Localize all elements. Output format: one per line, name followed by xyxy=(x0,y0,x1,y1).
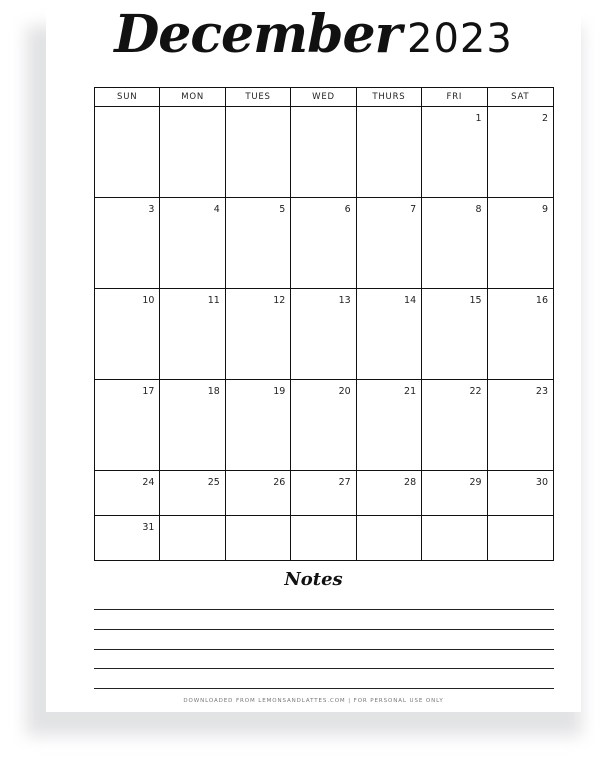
title-month: December xyxy=(114,4,401,65)
day-cell xyxy=(95,516,160,561)
day-cell xyxy=(95,107,160,198)
day-number: 17 xyxy=(142,386,155,397)
day-number: 26 xyxy=(273,477,286,488)
day-cell xyxy=(226,516,291,561)
day-cell xyxy=(160,198,225,289)
day-cell xyxy=(226,471,291,516)
day-number: 14 xyxy=(404,295,417,306)
day-number: 10 xyxy=(142,295,155,306)
day-cell xyxy=(291,516,356,561)
day-cell xyxy=(95,471,160,516)
note-line xyxy=(94,688,554,689)
day-cell xyxy=(160,516,225,561)
day-cell xyxy=(291,289,356,380)
day-number: 3 xyxy=(148,204,155,215)
day-cell xyxy=(488,107,553,198)
note-line xyxy=(94,609,554,610)
weekday-header: SAT xyxy=(488,88,553,107)
day-number: 15 xyxy=(469,295,482,306)
day-cell xyxy=(95,198,160,289)
day-number: 28 xyxy=(404,477,417,488)
footer-text: DOWNLOADED FROM LEMONSANDLATTES.COM | FOR PERSONAL USE ONLY xyxy=(183,698,444,704)
day-cell xyxy=(160,380,225,471)
day-number: 20 xyxy=(338,386,351,397)
day-cell xyxy=(357,289,422,380)
day-cell xyxy=(95,380,160,471)
day-number: 16 xyxy=(535,295,548,306)
day-cell xyxy=(357,516,422,561)
day-number: 30 xyxy=(535,477,548,488)
day-cell xyxy=(422,380,487,471)
day-number: 25 xyxy=(207,477,220,488)
day-cell xyxy=(488,471,553,516)
day-cell xyxy=(488,516,553,561)
day-cell xyxy=(226,107,291,198)
weekday-header: THURS xyxy=(357,88,422,107)
page-title xyxy=(46,4,581,65)
day-cell xyxy=(226,289,291,380)
day-number: 21 xyxy=(404,386,417,397)
weekday-header: SUN xyxy=(95,88,160,107)
day-cell xyxy=(422,516,487,561)
day-number: 13 xyxy=(338,295,351,306)
day-cell xyxy=(422,289,487,380)
day-number: 8 xyxy=(475,204,482,215)
day-cell xyxy=(226,198,291,289)
weekday-header: TUES xyxy=(226,88,291,107)
day-number: 27 xyxy=(338,477,351,488)
day-number: 2 xyxy=(541,113,548,124)
day-number: 19 xyxy=(273,386,286,397)
day-cell xyxy=(291,198,356,289)
day-number: 9 xyxy=(541,204,548,215)
day-cell xyxy=(160,107,225,198)
note-line xyxy=(94,668,554,669)
day-cell xyxy=(291,471,356,516)
note-line xyxy=(94,649,554,650)
day-cell xyxy=(357,471,422,516)
day-cell xyxy=(95,289,160,380)
day-cell xyxy=(422,471,487,516)
day-number: 7 xyxy=(410,204,417,215)
day-number: 31 xyxy=(142,522,155,533)
day-cell xyxy=(160,471,225,516)
day-number: 24 xyxy=(142,477,155,488)
day-number: 12 xyxy=(273,295,286,306)
day-number: 11 xyxy=(207,295,220,306)
day-cell xyxy=(160,289,225,380)
calendar-page xyxy=(46,0,581,712)
day-number: 6 xyxy=(344,204,351,215)
day-cell xyxy=(291,107,356,198)
day-number: 1 xyxy=(475,113,482,124)
day-cell xyxy=(488,380,553,471)
weekday-header: MON xyxy=(160,88,225,107)
day-cell xyxy=(226,380,291,471)
notes-heading: Notes xyxy=(284,569,343,590)
weekday-header: FRI xyxy=(422,88,487,107)
day-cell xyxy=(357,198,422,289)
note-line xyxy=(94,629,554,630)
calendar-grid xyxy=(94,87,554,561)
day-number: 4 xyxy=(213,204,220,215)
day-number: 18 xyxy=(207,386,220,397)
day-cell xyxy=(422,198,487,289)
day-cell xyxy=(422,107,487,198)
day-number: 5 xyxy=(279,204,286,215)
day-number: 23 xyxy=(535,386,548,397)
day-cell xyxy=(357,380,422,471)
day-number: 29 xyxy=(469,477,482,488)
day-cell xyxy=(357,107,422,198)
day-cell xyxy=(488,289,553,380)
day-cell xyxy=(291,380,356,471)
title-year: 2023 xyxy=(407,16,513,62)
day-cell xyxy=(488,198,553,289)
day-number: 22 xyxy=(469,386,482,397)
weekday-header: WED xyxy=(291,88,356,107)
